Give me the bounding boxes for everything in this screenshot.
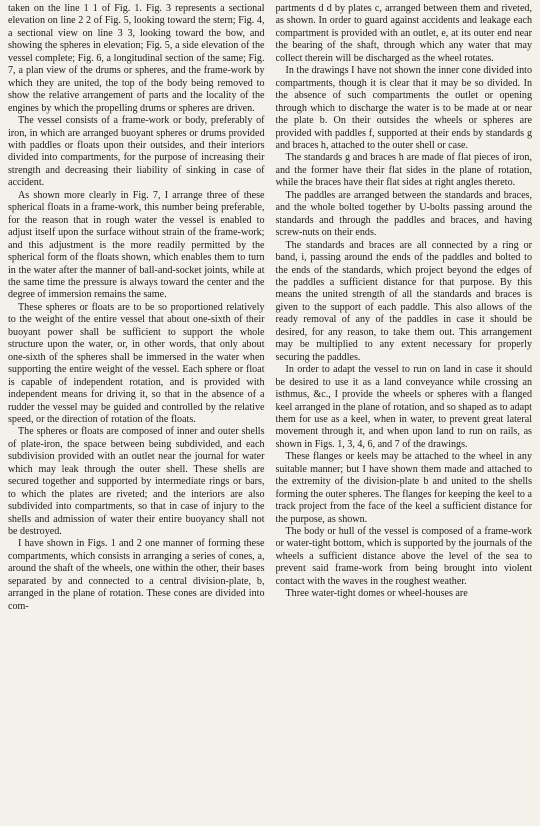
- paragraph: In order to adapt the vessel to run on land in case it should be desired to use it as a land conveyance while crossing an isthmus, &c., I provide the wheels or spheres with a flanged keel arranged in the plane of rotation, and so shaped as to adapt them for use as a keel, when in water, to prevent great lateral movement through it, and when upon land to run on rails, as shown in Figs. 1, 3, 4, 6, and 7 of the drawings.: [275, 364, 532, 450]
- paragraph: These spheres or floats are to be so proportioned relatively to the weight of the entire vessel that about one-sixth of their buoyant power shall be sufficient to support the whole structure upon the water, or, in other words, that only about one-sixth of the spheres shall be immersed in the water when supporting the entire weight of the vessel. Each sphere or float is capable of independent rotation, and is provided with independent means for driving it, so that in the absence of a rudder the vessel may be guided and controlled by the relative speed, or the direction of rotation of the floats.: [8, 301, 265, 425]
- paragraph: The vessel consists of a frame-work or body, preferably of iron, in which are arranged buoyant spheres or drums provided with paddles or floats upon their outsides, and their interiors divided into compartments, for the purpose of increasing their strength and decreasing their liability of sinking in case of accident.: [8, 115, 265, 189]
- right-text-column: [276, 3, 533, 824]
- paragraph: The paddles are arranged between the standards and braces, and the whole bolted together by U-bolts passing around the standards and through the paddles and braces, and having screw-nuts on their ends.: [275, 189, 532, 239]
- paragraph: In the drawings I have not shown the inner cone divided into compartments, though it is clear that it may be so divided. In the absence of such compartments the outlet or opening through which to discharge the water is to be made at or near the plate b. On their outsides the wheels or spheres are provided with paddles f, supported at their ends by standards g and braces h, attached to the outer shell or case.: [275, 65, 532, 151]
- paragraph: The standards and braces are all connected by a ring or band, i, passing around the ends of the paddles and bolted to the ends of the standards, which project beyond the edges of the paddles a sufficient distance for that purpose. By this means the united strength of all the standards and braces is given to the support of each paddle. This also allows of the ready removal of any of the paddles in case it should be desired, for any reason, to take them out. This arrangement may be multiplied to any extent necessary for properly securing the paddles.: [275, 239, 532, 363]
- paragraph: The body or hull of the vessel is composed of a frame-work or water-tight bottom, which is supported by the journals of the wheels a sufficient distance above the level of the sea to prevent said frame-work from being brought into violent contact with the waves in the roughest weather.: [275, 526, 532, 587]
- paragraph: As shown more clearly in Fig. 7, I arrange three of these spherical floats in a frame-work, this number being preferable, for the reason that in rough water the vessel is enabled to adjust itself upon the surface without strain of the frame-work; and this adjustment is the more readily permitted by the spherical form of the floats shown, which enables them to turn in the water after the manner of ball-and-socket joints, while at the same time the pressure is always toward the center and the degree of immersion remains the same.: [8, 189, 265, 301]
- paragraph: I have shown in Figs. 1 and 2 one manner of forming these compartments, which consists in arranging a series of cones, a, around the shaft of the wheels, one within the other, their bases separated by and connected to a central division-plate, b, arranged in the plane of rotation. These cones are divided into com-: [8, 538, 265, 612]
- left-text-column: [8, 3, 265, 824]
- paragraph: The spheres or floats are composed of inner and outer shells of plate-iron, the space between being subdivided, and each subdivision provided with an outlet near the journal for water which may leak through the outer shell. These shells are secured together and supported by intermediate rings or bars, to which the plates are riveted; and the interiors are also subdivided into compartments, so that in case of injury to the shells and admission of water their entire buoyancy shall not be destroyed.: [8, 426, 265, 538]
- paragraph: taken on the line 1 1 of Fig. 1. Fig. 3 represents a sectional elevation on line 2 2 of Fig. 5, looking toward the stern; Fig. 4, a sectional view on line 3 3, looking toward the bow, and showing the spheres in elevation; Fig. 5, a side elevation of the vessel complete; Fig. 6, a longitudinal section of the same; Fig. 7, a plan view of the drums or spheres, and the frame-work by which they are united, the top of the body being removed to show the relative arrangement of parts and the locality of the engines by which the propelling drums or spheres are driven.: [8, 3, 265, 114]
- paragraph: The standards g and braces h are made of flat pieces of iron, and the former have their flat sides in the plane of rotation, while the braces have their flat sides at right angles thereto.: [275, 152, 532, 189]
- paragraph: These flanges or keels may be attached to the wheel in any suitable manner; but I have shown them made and attached to the extremity of the division-plate b and united to the shells forming the outer spheres. The flanges for keeping the keel to a track project from the face of the keel a sufficient distance for the purpose, as shown.: [275, 451, 532, 525]
- paragraph: partments d d by plates c, arranged between them and riveted, as shown. In order to guard against accidents and leakage each compartment is provided with an outlet, e, at its outer end near the bearing of the shaft, through which any water that may collect therein will be discharged as the wheel rotates.: [275, 3, 532, 64]
- paragraph: Three water-tight domes or wheel-houses are: [285, 588, 468, 600]
